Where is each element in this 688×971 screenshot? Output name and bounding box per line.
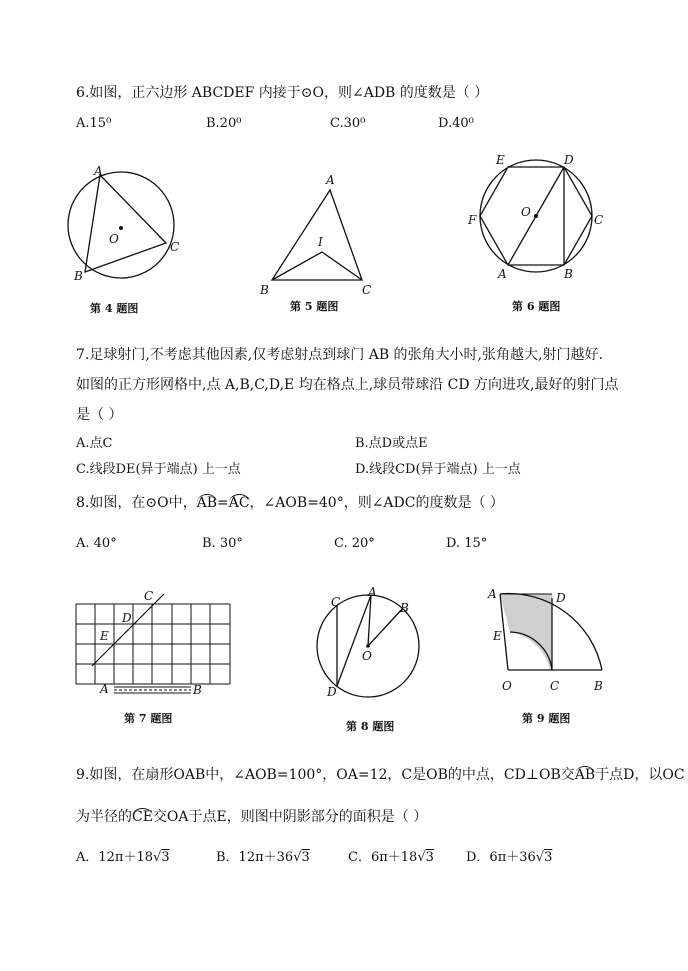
q9-option-c-text: C．6π＋18 [348, 850, 418, 865]
q9-option-d-root: 3 [544, 850, 553, 865]
q7-option-d: D.线段CD(异于端点) 上一点 [355, 462, 521, 477]
fig5-label-c: C [362, 283, 372, 297]
q7-line-3: 是（ ） [76, 407, 123, 423]
fig6-label-c: C [594, 213, 604, 227]
fig4-caption: 第 4 题图 [90, 302, 139, 315]
figure-5 [258, 172, 398, 302]
fig8-caption: 第 8 题图 [346, 720, 395, 733]
q9-option-a-root: 3 [161, 850, 170, 865]
fig9-label-b: B [594, 679, 603, 693]
fig8-label-d: D [327, 685, 337, 699]
fig4-label-a: A [94, 164, 103, 178]
q9-option-b-text: B．12π＋36 [216, 850, 294, 865]
fig8-label-b: B [400, 601, 409, 615]
figure-6 [466, 150, 606, 290]
q6-stem: 6.如图，正六边形 ABCDEF 内接于⊙O，则∠ADB 的度数是（ ） [76, 85, 489, 101]
fig4-label-b: B [74, 269, 83, 283]
fig5-label-b: B [260, 283, 269, 297]
fig9-caption: 第 9 题图 [522, 712, 571, 725]
q8-arc-ac: AC [228, 495, 250, 511]
fig9-label-e: E [493, 629, 502, 643]
fig9-label-c: C [550, 679, 560, 693]
q9-option-b-root: 3 [301, 850, 310, 865]
fig5-label-a: A [326, 173, 335, 187]
q9-line-2 [76, 806, 427, 826]
fig8-label-o: O [362, 649, 372, 663]
fig9-label-d: D [556, 591, 566, 605]
fig4-label-c: C [170, 240, 180, 254]
q9-option-c-root: 3 [425, 850, 434, 865]
q9-line-1-b: 于点D，以OC [595, 767, 685, 783]
fig6-label-o: O [521, 205, 531, 219]
fig8-label-c: C [331, 595, 341, 609]
q7-line-1: 7.足球射门,不考虑其他因素,仅考虑射点到球门 AB 的张角大小时,张角越大,射门越好. [76, 347, 603, 363]
q9-option-c: C．6π＋18√3 [348, 850, 434, 865]
q9-line-2-a: 为半径的 [76, 809, 132, 825]
q8-stem-a: 8.如图，在⊙O中， [76, 495, 197, 511]
fig6-label-a: A [498, 267, 507, 281]
q9-option-a: A．12π＋18√3 [76, 850, 170, 865]
q9-line-1-a: 9.如图，在扇形OAB中，∠AOB=100°，OA=12，C是OB的中点，CD⊥OB交 [76, 767, 575, 783]
q9-line-2-b: 交OA于点E，则图中阴影部分的面积是（ ） [152, 809, 428, 825]
q8-option-c: C. 20° [334, 536, 375, 551]
fig4-label-o: O [109, 232, 119, 246]
q8-option-a: A. 40° [76, 536, 117, 551]
q9-option-d-text: D．6π＋36 [466, 850, 536, 865]
q8-arc-ab: AB [196, 495, 217, 511]
q9-arc-ab: AB [574, 767, 596, 783]
fig7-label-c: C [144, 589, 154, 603]
fig8-label-a: A [368, 585, 377, 599]
q6-option-a: A.15⁰ [76, 116, 112, 131]
q6-option-b: B.20⁰ [206, 116, 242, 131]
q6-option-c: C.30⁰ [330, 116, 366, 131]
q9-option-b: B．12π＋36√3 [216, 850, 310, 865]
q8-option-d: D. 15° [446, 536, 488, 551]
fig5-caption: 第 5 题图 [290, 300, 339, 313]
fig6-label-f: F [468, 213, 477, 227]
figure-9 [484, 584, 624, 704]
q7-line-2: 如图的正方形网格中,点 A,B,C,D,E 均在格点上,球员带球沿 CD 方向进攻,最好的射门点 [76, 377, 619, 393]
fig5-label-i: I [318, 235, 323, 249]
fig7-label-d: D [122, 611, 132, 625]
fig9-label-o: O [502, 679, 512, 693]
figure-7 [68, 590, 238, 700]
figure-8 [310, 586, 440, 716]
q8-equals: = [216, 495, 229, 511]
fig6-label-d: D [564, 153, 574, 167]
figure-4 [64, 165, 194, 295]
fig7-label-b: B [193, 683, 202, 697]
q7-option-a: A.点C [76, 436, 113, 451]
fig7-label-e: E [100, 629, 109, 643]
q7-option-c: C.线段DE(异于端点) 上一点 [76, 462, 241, 477]
fig7-label-a: A [100, 682, 109, 696]
q9-option-d: D．6π＋36√3 [466, 850, 553, 865]
q7-option-b: B.点D或点E [355, 436, 428, 451]
fig9-label-a: A [488, 587, 497, 601]
q9-option-a-text: A．12π＋18 [76, 850, 154, 865]
fig6-caption: 第 6 题图 [512, 300, 561, 313]
fig6-label-b: B [564, 267, 573, 281]
q9-line-1 [76, 764, 685, 784]
q9-arc-ce: CE [132, 809, 153, 825]
q6-option-d: D.40⁰ [438, 116, 474, 131]
q8-stem [76, 492, 504, 512]
fig7-caption: 第 7 题图 [124, 712, 173, 725]
q8-stem-b: ，∠AOB=40°，则∠ADC的度数是（ ） [249, 495, 504, 511]
q8-option-b: B. 30° [202, 536, 243, 551]
fig6-label-e: E [496, 153, 505, 167]
